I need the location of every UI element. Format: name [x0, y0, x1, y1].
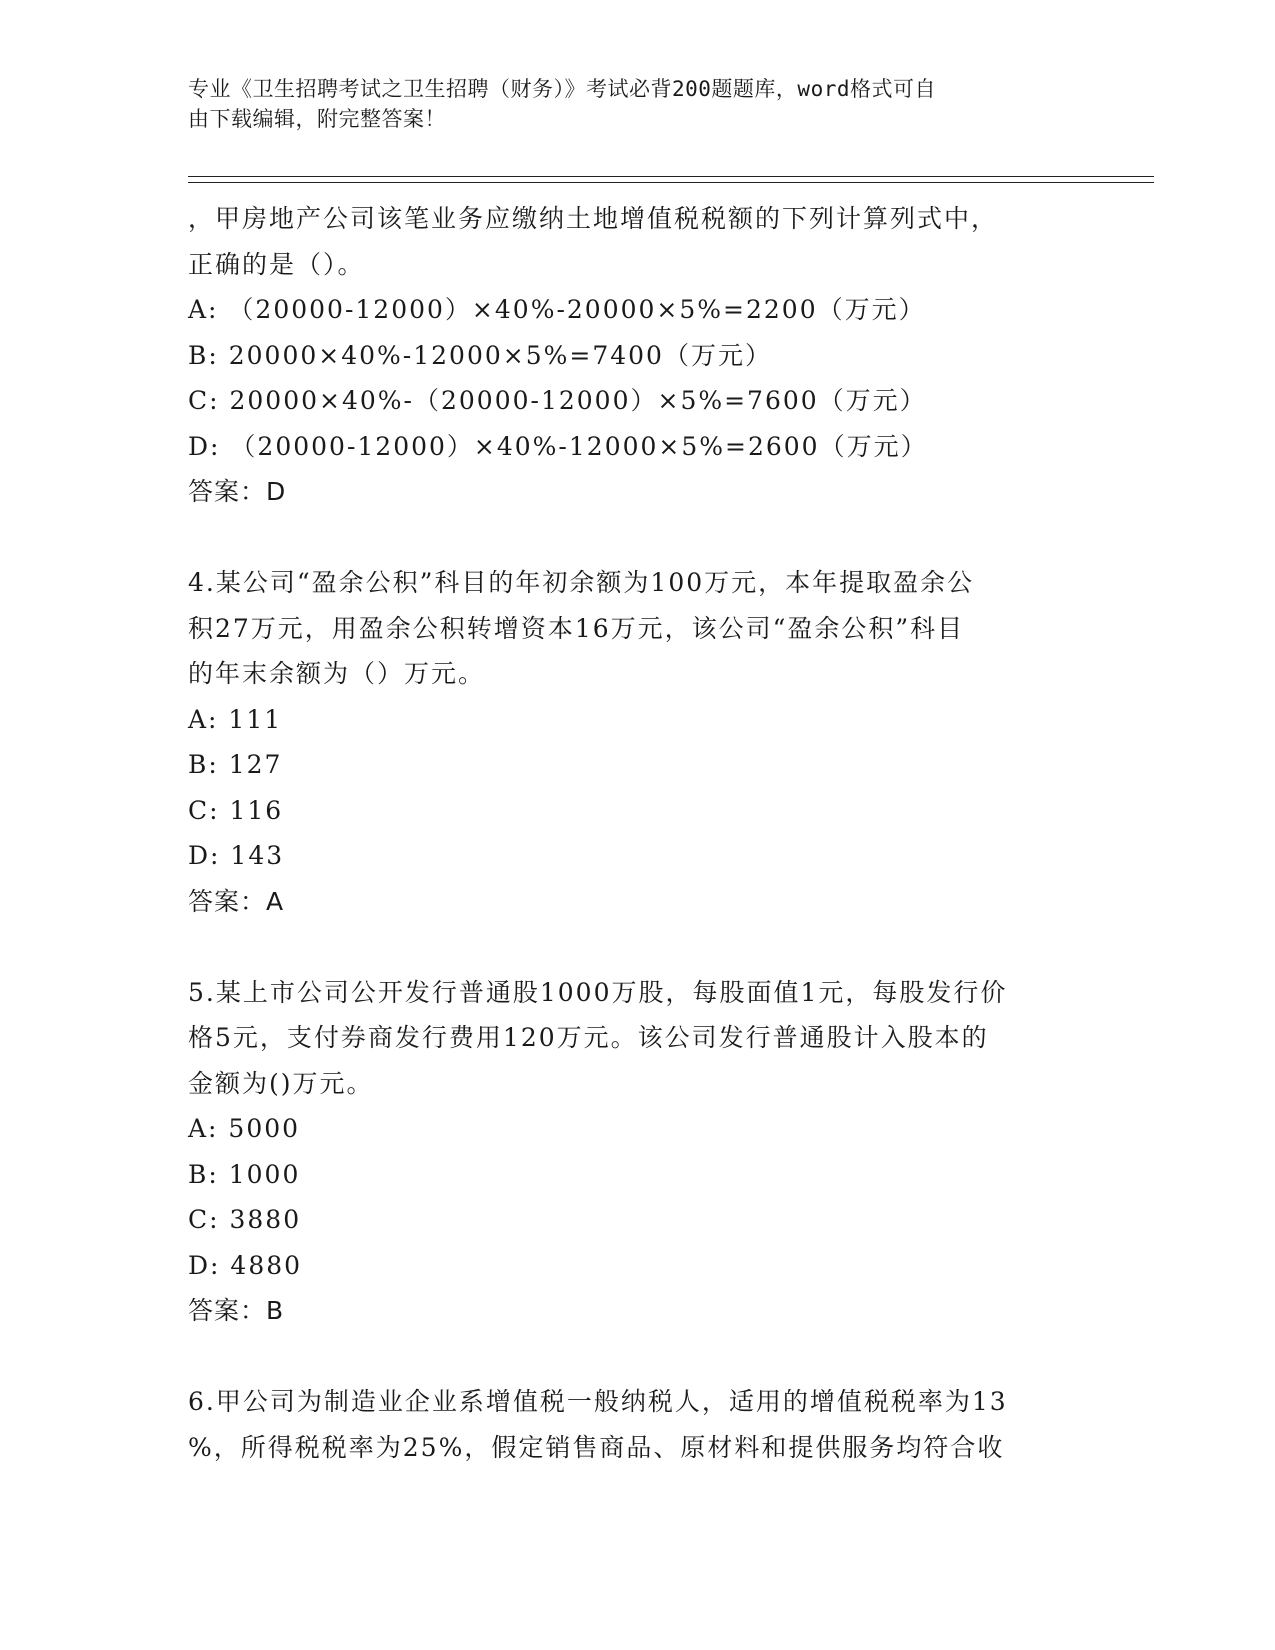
- question-stem-line: ，甲房地产公司该笔业务应缴纳土地增值税税额的下列计算列式中，: [188, 204, 999, 233]
- question-stem-line: 6.甲公司为制造业企业系增值税一般纳税人，适用的增值税税率为13: [188, 1387, 1008, 1416]
- question-4: [188, 560, 1088, 924]
- spacer: [188, 515, 1088, 561]
- question-stem-line: 的年末余额为（）万元。: [188, 659, 486, 688]
- document-header: [188, 74, 1068, 134]
- header-line-1: 专业《卫生招聘考试之卫生招聘（财务）》考试必背200题题库，word格式可自: [188, 77, 936, 101]
- question-stem-line: 5.某上市公司公开发行普通股1000万股，每股面值1元，每股发行价: [188, 977, 1008, 1007]
- option-a: A: 5000: [188, 1114, 301, 1143]
- question-stem-line: 格5元，支付券商发行费用120万元。该公司发行普通股计入股本的: [188, 1023, 989, 1052]
- question-3: [188, 196, 1088, 515]
- question-5: [188, 970, 1088, 1334]
- header-line-2: 由下载编辑，附完整答案！: [188, 107, 446, 131]
- header-rule-top: [188, 176, 1154, 177]
- option-c: C: 20000×40%-（20000-12000）×5%=7600（万元）: [188, 386, 927, 415]
- option-d: D: （20000-12000）×40%-12000×5%=2600（万元）: [188, 431, 928, 461]
- question-stem-line: 金额为()万元。: [188, 1068, 374, 1098]
- option-a: A: 111: [188, 704, 283, 734]
- question-stem-line: 4.某公司“盈余公积”科目的年初余额为100万元，本年提取盈余公: [188, 568, 975, 597]
- option-c: C: 116: [188, 795, 284, 825]
- question-content: [188, 196, 1088, 1470]
- option-b: B: 1000: [188, 1159, 301, 1189]
- option-b: B: 20000×40%-12000×5%=7400（万元）: [188, 340, 772, 370]
- option-d: D: 143: [188, 841, 285, 870]
- question-stem-line: %，所得税税率为25%，假定销售商品、原材料和提供服务均符合收: [188, 1432, 1005, 1462]
- question-6: [188, 1379, 1088, 1470]
- question-stem-line: 正确的是（）。: [188, 249, 365, 279]
- spacer: [188, 1334, 1088, 1380]
- option-c: C: 3880: [188, 1205, 302, 1234]
- option-d: D: 4880: [188, 1250, 303, 1280]
- option-a: A: （20000-12000）×40%-20000×5%=2200（万元）: [188, 295, 926, 324]
- answer-line: 答案：B: [188, 1296, 285, 1325]
- question-stem-line: 积27万元，用盈余公积转增资本16万元，该公司“盈余公积”科目: [188, 613, 965, 643]
- option-b: B: 127: [188, 750, 283, 779]
- answer-line: 答案：D: [188, 477, 287, 506]
- spacer: [188, 924, 1088, 970]
- header-rule-bottom: [188, 182, 1154, 183]
- answer-line: 答案：A: [188, 886, 285, 916]
